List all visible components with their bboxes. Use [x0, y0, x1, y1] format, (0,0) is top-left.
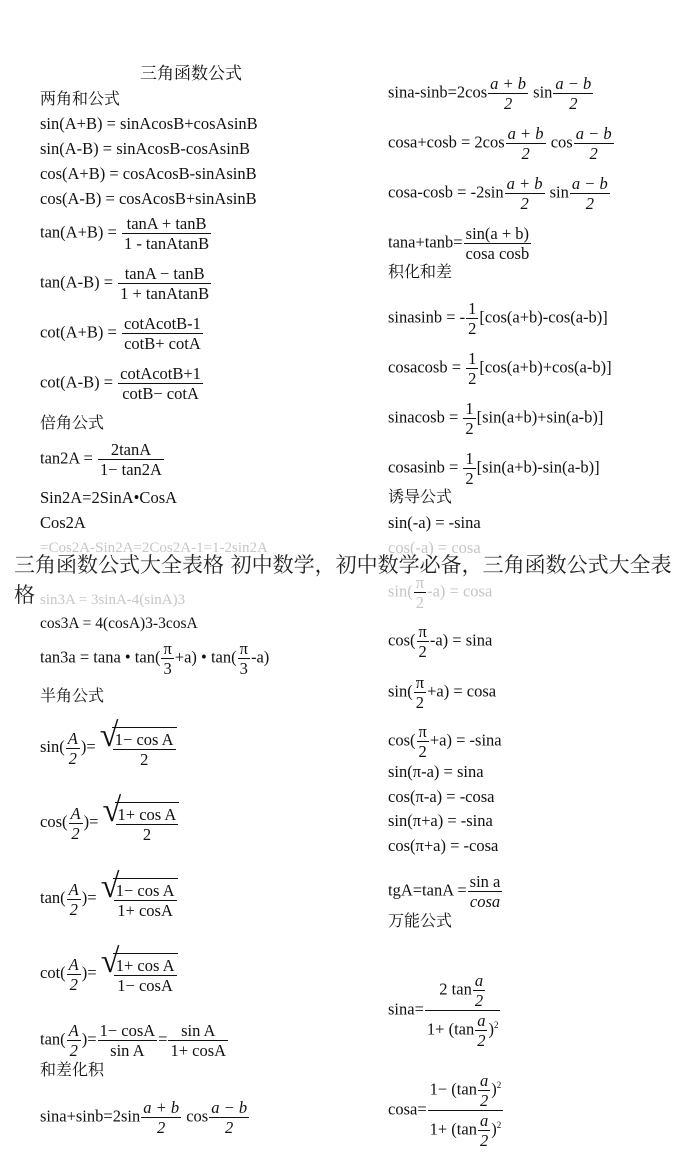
lhs: cot(A+B) =	[40, 322, 117, 342]
denominator: 2	[415, 593, 425, 612]
formula-tga	[388, 872, 503, 911]
text: )	[488, 1019, 494, 1039]
fraction	[488, 74, 528, 113]
fraction	[478, 1071, 490, 1110]
denominator: 1− tan2A	[99, 460, 162, 479]
lhs: tgA=tanA =	[388, 880, 467, 900]
denominator: 2	[479, 1091, 489, 1110]
text: )=	[83, 811, 99, 831]
fraction	[475, 1011, 487, 1050]
formula-tan-plus-tan	[388, 224, 532, 263]
text: +a) = cosa	[427, 681, 497, 701]
fraction	[118, 264, 211, 303]
formula-cos-diff: cos(A-B) = cosAcosB+sinAsinB	[40, 189, 257, 208]
numerator: a − b	[571, 174, 608, 193]
numerator: cotAcotB-1	[123, 314, 201, 333]
denominator: 2	[69, 899, 78, 919]
numerator: tanA + tanB	[122, 214, 211, 234]
numerator: a	[479, 1111, 489, 1130]
formula-cosacosb	[388, 349, 612, 388]
formula-sin-minus-sin	[388, 74, 594, 113]
numerator: π	[418, 722, 427, 741]
fraction	[113, 730, 176, 769]
section-half-angle: 半角公式	[40, 686, 105, 705]
text: cos(	[388, 630, 416, 650]
formula-cot-diff	[40, 364, 204, 403]
formula-cos-neg: cos(-a) = cosa	[388, 538, 481, 557]
formula-cos3a: cos3A = 4(cosA)3-3cosA	[40, 615, 198, 632]
denominator: 2	[142, 825, 152, 844]
text: )=	[81, 962, 97, 982]
denominator: cotB− cotA	[122, 384, 199, 403]
fraction	[67, 880, 81, 919]
lhs: cot(A-B) =	[40, 372, 113, 392]
fraction	[414, 673, 426, 712]
formula-tan-diff	[40, 264, 212, 303]
lhs: tan(A-B) =	[40, 272, 113, 292]
denominator: sin A	[110, 1041, 145, 1060]
fraction	[67, 955, 81, 994]
formula-sinacosb	[388, 399, 603, 438]
text: -a) = sina	[429, 630, 493, 650]
numerator: 1	[465, 399, 474, 418]
text: )=	[80, 736, 96, 756]
denominator: cotB+ cotA	[124, 334, 201, 353]
formula-sin-pi2-plus	[388, 673, 496, 712]
formula-cos-pi-minus: cos(π-a) = -cosa	[388, 787, 495, 806]
denominator: 1− cosA	[117, 976, 173, 995]
fraction	[464, 224, 532, 263]
denominator: cosa cosb	[465, 244, 530, 263]
numerator: √ 1+ cos A	[117, 805, 177, 824]
section-double-angle: 倍角公式	[40, 413, 105, 432]
numerator: √ 1− cos A	[115, 881, 175, 900]
text: -a)	[250, 647, 270, 667]
text: [cos(a+b)+cos(a-b)]	[479, 357, 612, 377]
exponent: 2	[496, 1119, 502, 1130]
denominator: 1 + tanAtanB	[120, 284, 210, 303]
numerator: cotAcotB+1	[120, 364, 201, 383]
denominator	[425, 1011, 501, 1050]
denominator: 2	[468, 369, 477, 388]
fraction	[116, 805, 179, 844]
section-universal: 万能公式	[388, 911, 453, 930]
fraction	[122, 214, 211, 253]
fraction	[66, 729, 80, 768]
overlay-caption: 三角函数公式大全表格 初中数学，初中数学必备，三角函数公式大全表格	[14, 553, 672, 607]
numerator: A	[68, 879, 79, 899]
denominator: 2	[589, 144, 598, 163]
formula-sin3a: sin3A = 3sinA-4(sinA)3	[40, 592, 186, 608]
sqrt	[103, 802, 180, 844]
text: sin	[533, 82, 553, 102]
formula-half-cos	[40, 802, 179, 844]
denominator	[428, 1111, 504, 1150]
text: )	[491, 1119, 497, 1139]
denominator: 2	[585, 194, 594, 213]
numerator: 1	[465, 449, 474, 468]
lhs: cot(	[40, 962, 66, 982]
fraction	[67, 1021, 81, 1060]
lhs: cosa=	[388, 1099, 427, 1119]
section-reduction: 诱导公式	[388, 487, 453, 506]
text: [sin(a+b)-sin(a-b)]	[476, 457, 600, 477]
lhs: cosa-cosb = -2sin	[388, 182, 504, 202]
text: 2 tan	[439, 979, 472, 999]
fraction	[466, 299, 478, 338]
fraction	[417, 722, 429, 761]
formula-sin2a: Sin2A=2SinA•CosA	[40, 488, 178, 507]
formula-sin-neg: sin(-a) = -sina	[388, 513, 481, 532]
denominator: 2	[418, 642, 427, 661]
denominator: 2	[477, 1031, 486, 1050]
text: sin(	[388, 681, 413, 701]
text: )=	[81, 887, 97, 907]
numerator: A	[70, 803, 81, 823]
fraction	[141, 1098, 181, 1137]
fraction	[473, 971, 485, 1010]
fraction	[425, 971, 501, 1050]
fraction	[463, 399, 475, 438]
section-sum-angle: 两角和公式	[40, 89, 121, 108]
fraction	[69, 804, 83, 843]
numerator: sin A	[168, 1021, 228, 1041]
numerator: a	[477, 1011, 486, 1030]
fraction	[463, 449, 475, 488]
text: )=	[81, 1029, 97, 1049]
denominator: cosa	[469, 892, 501, 911]
formula-half-cot	[40, 953, 178, 995]
text: sin	[549, 182, 569, 202]
fraction	[505, 174, 545, 213]
text: +a) • tan(	[174, 647, 237, 667]
lhs: tan(	[40, 1029, 66, 1049]
sqrt	[101, 878, 178, 920]
formula-half-tan	[40, 878, 178, 920]
fraction	[428, 1071, 504, 1150]
numerator: π	[415, 573, 425, 592]
formula-cos-pi2-minus	[388, 622, 492, 661]
lhs: cosasinb =	[388, 457, 459, 477]
fraction	[114, 881, 177, 920]
fraction	[553, 74, 593, 113]
formula-cos-minus-cos	[388, 174, 611, 213]
fraction	[506, 124, 546, 163]
lhs: tan(A+B) =	[40, 222, 117, 242]
lhs: tan2A =	[40, 448, 93, 468]
formula-universal-cos	[388, 1071, 504, 1150]
fraction	[466, 349, 478, 388]
lhs: cos(	[40, 811, 68, 831]
text: cos	[186, 1106, 209, 1126]
formula-cot-sum	[40, 314, 204, 353]
denominator: 2	[157, 1118, 166, 1137]
formula-sin-diff: sin(A-B) = sinAcosB-cosAsinB	[40, 139, 251, 158]
formula-sin-plus-sin	[40, 1098, 250, 1137]
lhs: cosa+cosb = 2cos	[388, 132, 505, 152]
section-sum-to-product: 和差化积	[40, 1060, 105, 1079]
lhs: tan(	[40, 887, 66, 907]
numerator: sin(a + b)	[464, 224, 532, 244]
text: -a) = cosa	[427, 581, 493, 601]
denominator: 2	[69, 974, 78, 994]
text: sin(	[388, 581, 413, 601]
fraction	[238, 639, 250, 678]
formula-cos-sum: cos(A+B) = cosAcosB-sinAsinB	[40, 164, 257, 183]
fraction	[122, 314, 203, 353]
text: [cos(a+b)-cos(a-b)]	[479, 307, 608, 327]
formula-cos-plus-cos	[388, 124, 615, 163]
denominator: 2	[503, 94, 513, 113]
numerator: A	[68, 954, 79, 974]
fraction	[417, 622, 429, 661]
numerator: a + b	[507, 124, 544, 143]
denominator: 2	[474, 991, 484, 1010]
numerator: π	[418, 622, 427, 641]
text: =	[158, 1029, 168, 1049]
fraction	[161, 639, 173, 678]
denominator: 2	[465, 469, 474, 488]
exponent: 2	[496, 1079, 502, 1090]
numerator: √ 1+ cos A	[115, 956, 175, 975]
formula-half-tan-alt	[40, 1021, 229, 1060]
numerator: a − b	[555, 74, 592, 93]
fraction	[168, 1021, 228, 1060]
denominator: 2	[140, 750, 149, 769]
numerator: a − b	[575, 124, 612, 143]
formula-cosasinb	[388, 449, 600, 488]
fraction	[574, 124, 614, 163]
text: tan3a = tana • tan(	[40, 647, 161, 667]
denominator: 2	[71, 823, 80, 843]
formula-universal-sin	[388, 971, 501, 1050]
lhs: tana+tanb=	[388, 232, 463, 252]
section-product-to-sum: 积化和差	[388, 262, 453, 281]
formula-sinasinb	[388, 299, 608, 338]
formula-sin-pi-plus: sin(π+a) = -sina	[388, 811, 493, 830]
fraction	[114, 956, 177, 995]
denominator: 2	[569, 94, 578, 113]
denominator: 2	[468, 319, 477, 338]
numerator: a	[479, 1071, 489, 1090]
text: )	[491, 1079, 497, 1099]
denominator: 2	[418, 742, 427, 761]
numerator: A	[67, 728, 78, 748]
lhs: sinacosb =	[388, 407, 459, 427]
text: [sin(a+b)+sin(a-b)]	[476, 407, 604, 427]
numerator: tanA − tanB	[118, 264, 211, 284]
numerator: π	[163, 639, 172, 658]
denominator: 1+ cosA	[117, 901, 173, 920]
formula-cos-pi-plus: cos(π+a) = -cosa	[388, 836, 499, 855]
numerator: 2tanA	[98, 440, 164, 460]
fraction	[468, 872, 503, 911]
sqrt	[100, 727, 177, 769]
formula-tan2a	[40, 440, 165, 479]
denominator: 3	[163, 659, 172, 678]
numerator: π	[415, 673, 425, 692]
numerator: √ 1− cos A	[114, 730, 174, 749]
exponent: 2	[493, 1019, 499, 1030]
fraction	[98, 440, 164, 479]
numerator: a + b	[490, 74, 527, 93]
numerator: 1	[468, 299, 477, 318]
numerator: a + b	[506, 174, 543, 193]
formula-cos2a: Cos2A	[40, 513, 86, 532]
text: 1+ (tan	[429, 1119, 477, 1139]
denominator: 1 - tanAtanB	[123, 234, 210, 253]
denominator: 2	[520, 194, 529, 213]
fraction	[209, 1098, 249, 1137]
formula-sin-pi-minus: sin(π-a) = sina	[388, 762, 484, 781]
denominator: 2	[225, 1118, 234, 1137]
denominator: 2	[521, 144, 530, 163]
fraction	[478, 1111, 490, 1150]
numerator: a	[474, 971, 484, 990]
text: +a) = -sina	[429, 730, 502, 750]
numerator	[428, 1071, 504, 1111]
page-title: 三角函数公式	[140, 64, 242, 83]
lhs: sin(	[40, 736, 65, 756]
formula-half-sin	[40, 727, 177, 769]
fraction	[118, 364, 203, 403]
formula-tan3a	[40, 639, 269, 678]
fraction	[570, 174, 610, 213]
formula-tan-sum	[40, 214, 212, 253]
denominator: 2	[69, 1041, 78, 1060]
denominator: 3	[239, 659, 248, 678]
text: 1− (tan	[429, 1079, 477, 1099]
fraction	[98, 1021, 158, 1060]
formula-sin-sum: sin(A+B) = sinAcosB+cosAsinB	[40, 114, 258, 133]
formula-cos-pi2-plus	[388, 722, 502, 761]
formula-cos2a-expanded: =Cos2A-Sin2A=2Cos2A-1=1-2sin2A	[40, 540, 268, 556]
numerator: A	[68, 1021, 79, 1040]
lhs: sinasinb = -	[388, 307, 466, 327]
denominator: 1+ cosA	[170, 1041, 227, 1060]
text: cos(	[388, 730, 416, 750]
denominator: 2	[68, 748, 77, 768]
numerator	[425, 971, 501, 1011]
denominator: 2	[465, 419, 474, 438]
numerator: 1− cosA	[99, 1021, 156, 1040]
numerator: a + b	[143, 1098, 180, 1117]
text: cos	[550, 132, 573, 152]
lhs: cosacosb =	[388, 357, 461, 377]
sqrt	[101, 953, 178, 995]
denominator: 2	[415, 693, 425, 712]
lhs: sina-sinb=2cos	[388, 82, 488, 102]
numerator: π	[239, 639, 248, 658]
text: 1+ (tan	[426, 1019, 475, 1039]
numerator: a − b	[211, 1098, 248, 1117]
lhs: sina=	[388, 999, 424, 1019]
lhs: sina+sinb=2sin	[40, 1106, 141, 1126]
denominator: 2	[479, 1131, 489, 1150]
numerator: 1	[468, 349, 477, 368]
numerator: sin a	[469, 872, 501, 891]
